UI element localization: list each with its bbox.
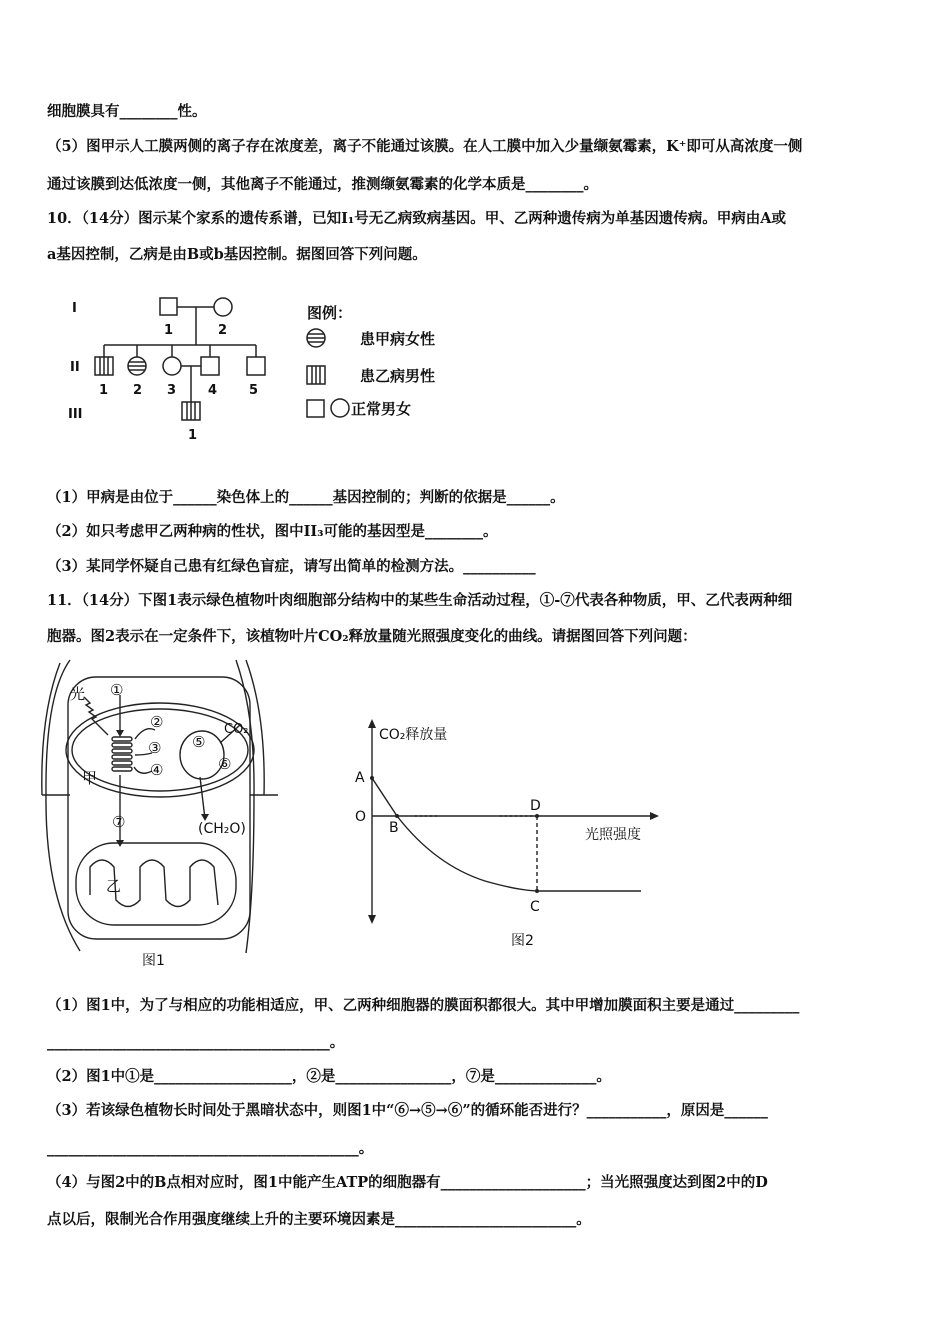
num-i1: 1 xyxy=(164,323,174,338)
legend-normal: 正常男女 xyxy=(351,400,412,418)
text-line-5: a基因控制，乙病是由B或b基因控制。据图回答下列问题。 xyxy=(47,246,427,263)
label-3: ③ xyxy=(148,739,162,757)
text-line-1: 细胞膜具有________性。 xyxy=(47,103,207,120)
num-ii3: 3 xyxy=(167,383,177,398)
pedigree-figure xyxy=(60,290,480,445)
point-a xyxy=(370,776,374,780)
point-c xyxy=(535,889,539,893)
point-b xyxy=(395,814,399,818)
figure-2-graph xyxy=(345,715,675,955)
q10-sub-1: （1）甲病是由位于______染色体上的______基因控制的；判断的依据是______。 xyxy=(47,489,565,506)
q11-sub-1-cont: _______________________________________。 xyxy=(47,1034,345,1051)
label-o: O xyxy=(355,809,367,825)
q11-sub-1: （1）图1中，为了与相应的功能相适应，甲、乙两种细胞器的膜面积都很大。其中甲增加膜面积主要是通过_________ xyxy=(47,997,800,1014)
label-c: C xyxy=(530,899,540,915)
q11-sub-4-cont: 点以后，限制光合作用强度继续上升的主要环境因素是_________________________。 xyxy=(47,1211,591,1228)
label-7: ⑦ xyxy=(112,813,126,831)
legend-affected-female-a: 患甲病女性 xyxy=(360,330,436,348)
co2-label: CO₂ xyxy=(224,722,249,737)
question-11-header: 11．（14分）下图1表示绿色植物叶肉细胞部分结构中的某些生命活动过程，①-⑦代表各种物质，甲、乙代表两种细 xyxy=(47,592,793,609)
label-6: ⑥ xyxy=(218,755,232,773)
light-label: 光 xyxy=(70,685,86,703)
num-iii1: 1 xyxy=(188,428,198,443)
x-axis-label: 光照强度 xyxy=(585,827,641,843)
label-a: A xyxy=(355,770,365,786)
label-1: ① xyxy=(110,681,124,699)
question-10-header: 10．（14分）图示某个家系的遗传系谱，已知Ⅰ₁号无乙病致病基因。甲、乙两种遗传病为单基因遗传病。甲病由A或 xyxy=(47,210,786,227)
num-ii4: 4 xyxy=(208,383,218,398)
gen-label-ii: II xyxy=(70,360,80,375)
gen-label-i: I xyxy=(72,301,77,316)
figure-1-caption: 图1 xyxy=(142,953,165,969)
text-line-10: 胞器。图2表示在一定条件下，该植物叶片CO₂释放量随光照强度变化的曲线。请据图回答下列问题： xyxy=(47,628,697,645)
num-i2: 2 xyxy=(218,323,228,338)
num-ii1: 1 xyxy=(99,383,109,398)
num-ii2: 2 xyxy=(133,383,143,398)
text-line-2: （5）图甲示人工膜两侧的离子存在浓度差，离子不能通过该膜。在人工膜中加入少量缬氨霉素，K⁺即可从高浓度一侧 xyxy=(47,138,803,155)
label-2: ② xyxy=(150,713,164,731)
label-4: ④ xyxy=(150,761,164,779)
q11-sub-3: （3）若该绿色植物长时间处于黑暗状态中，则图1中“⑥→⑤→⑥”的循环能否进行？___________，原因是______ xyxy=(47,1102,768,1119)
figure-1-cell xyxy=(40,655,300,973)
label-b: B xyxy=(389,820,399,836)
text-line-3: 通过该膜到达低浓度一侧，其他离子不能通过，推测缬氨霉素的化学本质是________。 xyxy=(47,176,598,193)
num-ii5: 5 xyxy=(249,383,259,398)
legend-affected-male-b: 患乙病男性 xyxy=(360,367,436,385)
point-d xyxy=(535,814,539,818)
organelle-yi-label: 乙 xyxy=(106,877,122,895)
figure-2-caption: 图2 xyxy=(511,933,534,949)
organelle-jia-label: 甲 xyxy=(82,769,98,787)
gen-label-iii: III xyxy=(68,407,83,422)
label-d: D xyxy=(530,798,541,814)
label-5: ⑤ xyxy=(192,733,206,751)
q10-sub-3: （3）某同学怀疑自己患有红绿色盲症，请写出简单的检测方法。__________ xyxy=(47,558,536,575)
ch2o-label: (CH₂O) xyxy=(198,821,246,837)
legend-title: 图例： xyxy=(307,304,353,322)
q11-sub-4: （4）与图2中的B点相对应时，图1中能产生ATP的细胞器有____________________；当光照强度达到图2中的D xyxy=(47,1174,768,1191)
y-axis-label: CO₂释放量 xyxy=(379,727,448,743)
q10-sub-2: （2）如只考虑甲乙两种病的性状，图中II₃可能的基因型是________。 xyxy=(47,523,498,540)
q11-sub-3-cont: ___________________________________________。 xyxy=(47,1140,374,1157)
q11-sub-2: （2）图1中①是___________________，②是________________，⑦是______________。 xyxy=(47,1068,611,1085)
